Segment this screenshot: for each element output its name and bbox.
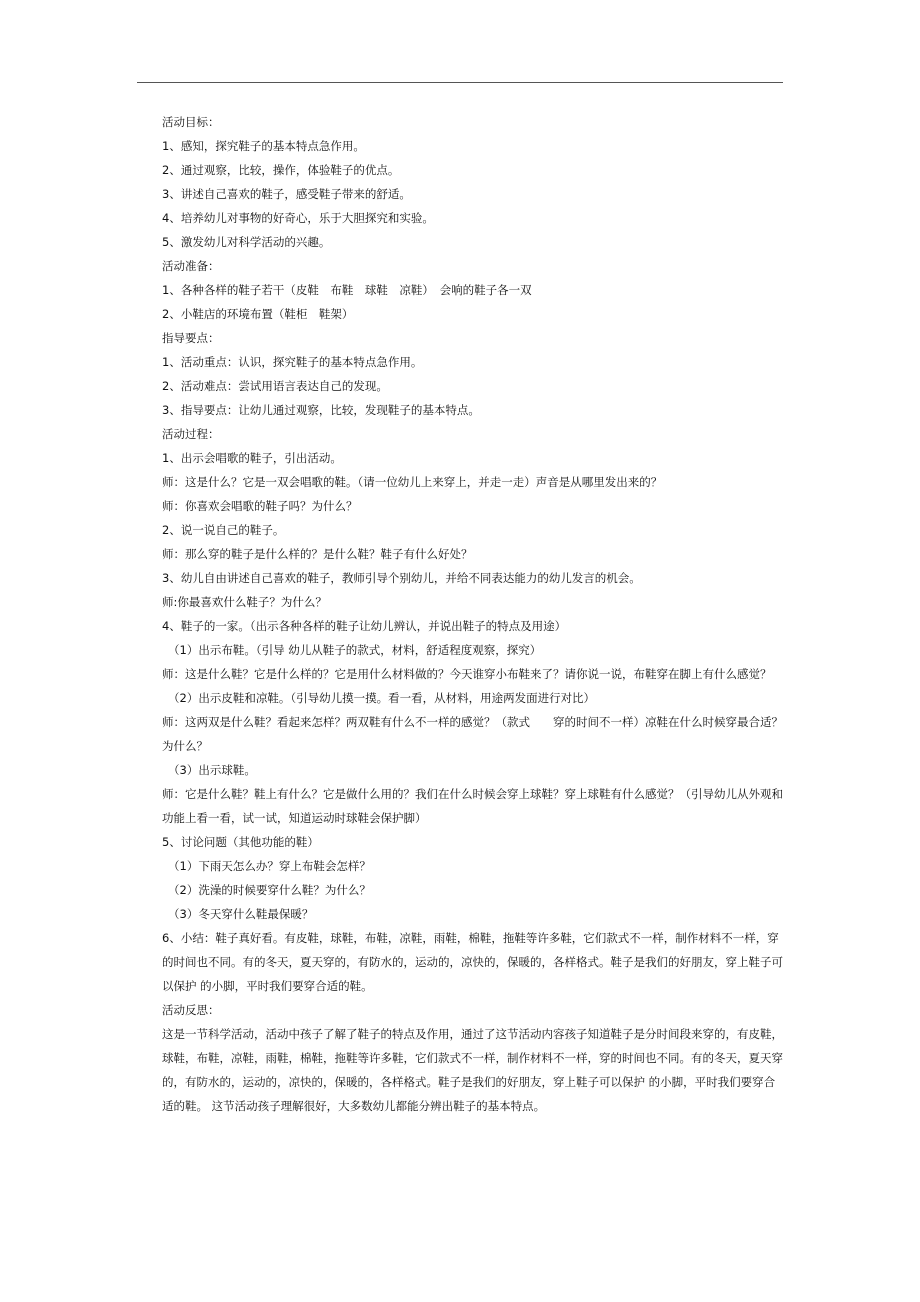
document-line: 1、各种各样的鞋子若干（皮鞋 布鞋 球鞋 凉鞋） 会响的鞋子各一双 — [162, 283, 532, 297]
document-line: 师:你最喜欢什么鞋子？为什么？ — [162, 595, 327, 609]
document-line: 师：那么穿的鞋子是什么样的？是什么鞋？鞋子有什么好处？ — [162, 547, 473, 561]
document-line: 活动反思： — [162, 1003, 220, 1017]
document-line: 1、活动重点：认识，探究鞋子的基本特点急作用。 — [162, 355, 423, 369]
document-line: 师：这两双是什么鞋？看起来怎样？两双鞋有什么不一样的感觉？（款式 穿的时间不一样）凉鞋在什么时候穿最合适？为什么？ — [162, 715, 783, 753]
document-line: 2、通过观察，比较，操作，体验鞋子的优点。 — [162, 163, 400, 177]
document-line: （1）下雨天怎么办？穿上布鞋会怎样？ — [168, 859, 371, 873]
document-line: 2、活动难点：尝试用语言表达自己的发现。 — [162, 379, 388, 393]
document-line: 2、小鞋店的环境布置（鞋柜 鞋架） — [162, 307, 354, 321]
document-line: 4、鞋子的一家。（出示各种各样的鞋子让幼儿辨认，并说出鞋子的特点及用途） — [162, 619, 567, 633]
document-line: 5、讨论问题（其他功能的鞋） — [162, 835, 319, 849]
document-line: 6、小结：鞋子真好看。有皮鞋，球鞋，布鞋，凉鞋，雨鞋，棉鞋，拖鞋等许多鞋，它们款式不一样，制作材料不一样，穿的时间也不同。有的冬天，夏天穿的，有防水的，运动的，凉快的，保暖的，各样格式。鞋子是我们的好朋友，穿上鞋子可以保护 的小脚，平时我们要穿合适的鞋。 — [162, 931, 783, 993]
document-line: 师：你喜欢会唱歌的鞋子吗？为什么？ — [162, 499, 358, 513]
document-line: 师：这是什么？它是一双会唱歌的鞋。（请一位幼儿上来穿上，并走一走）声音是从哪里发出来的？ — [162, 475, 663, 489]
document-line: 2、说一说自己的鞋子。 — [162, 523, 285, 537]
document-line: 1、出示会唱歌的鞋子，引出活动。 — [162, 451, 342, 465]
header-rule — [137, 82, 783, 83]
document-line: （3）出示球鞋。 — [168, 763, 256, 777]
document-line: 这是一节科学活动，活动中孩子了解了鞋子的特点及作用，通过了这节活动内容孩子知道鞋子是分时间段来穿的，有皮鞋，球鞋，布鞋，凉鞋，雨鞋，棉鞋，拖鞋等许多鞋，它们款式不一样，制作材料不一样，穿的时间也不同。有的冬天，夏天穿的，有防水的，运动的，凉快的，保暖的，各样格式。鞋子是我们的好朋友，穿上鞋子可以保护 的小脚，平时我们要穿合适的鞋。 这节活动孩子理解很好，大多数幼儿都能分辨出鞋子的基本特点。 — [162, 1027, 783, 1113]
document-line: 活动准备： — [162, 259, 220, 273]
document-line: 3、幼儿自由讲述自己喜欢的鞋子，教师引导个别幼儿，并给不同表达能力的幼儿发言的机会。 — [162, 571, 641, 585]
document-line: 指导要点： — [162, 331, 220, 345]
document-line: 活动过程： — [162, 427, 220, 441]
document-line: （3）冬天穿什么鞋最保暖？ — [168, 907, 314, 921]
document-line: 1、感知，探究鞋子的基本特点急作用。 — [162, 139, 365, 153]
document-line: （2）出示皮鞋和凉鞋。（引导幼儿摸一摸。看一看，从材料，用途两发面进行对比） — [168, 691, 596, 705]
document-line: 活动目标： — [162, 115, 220, 129]
document-line: 4、培养幼儿对事物的好奇心，乐于大胆探究和实验。 — [162, 211, 434, 225]
document-line: 5、激发幼儿对科学活动的兴趣。 — [162, 235, 331, 249]
document-line: 3、讲述自己喜欢的鞋子，感受鞋子带来的舒适。 — [162, 187, 411, 201]
document-line: （2）洗澡的时候要穿什么鞋？为什么？ — [168, 883, 371, 897]
document-line: 师：它是什么鞋？鞋上有什么？它是做什么用的？我们在什么时候会穿上球鞋？穿上球鞋有什么感觉？（引导幼儿从外观和功能上看一看，试一试，知道运动时球鞋会保护脚） — [162, 787, 783, 825]
document-body — [138, 110, 783, 1118]
document-line: （1）出示布鞋。（引导 幼儿从鞋子的款式，材料，舒适程度观察，探究） — [168, 643, 542, 657]
document-line: 3、指导要点：让幼儿通过观察，比较，发现鞋子的基本特点。 — [162, 403, 480, 417]
document-line: 师：这是什么鞋？它是什么样的？它是用什么材料做的？今天谁穿小布鞋来了？请你说一说，布鞋穿在脚上有什么感觉？ — [162, 667, 772, 681]
